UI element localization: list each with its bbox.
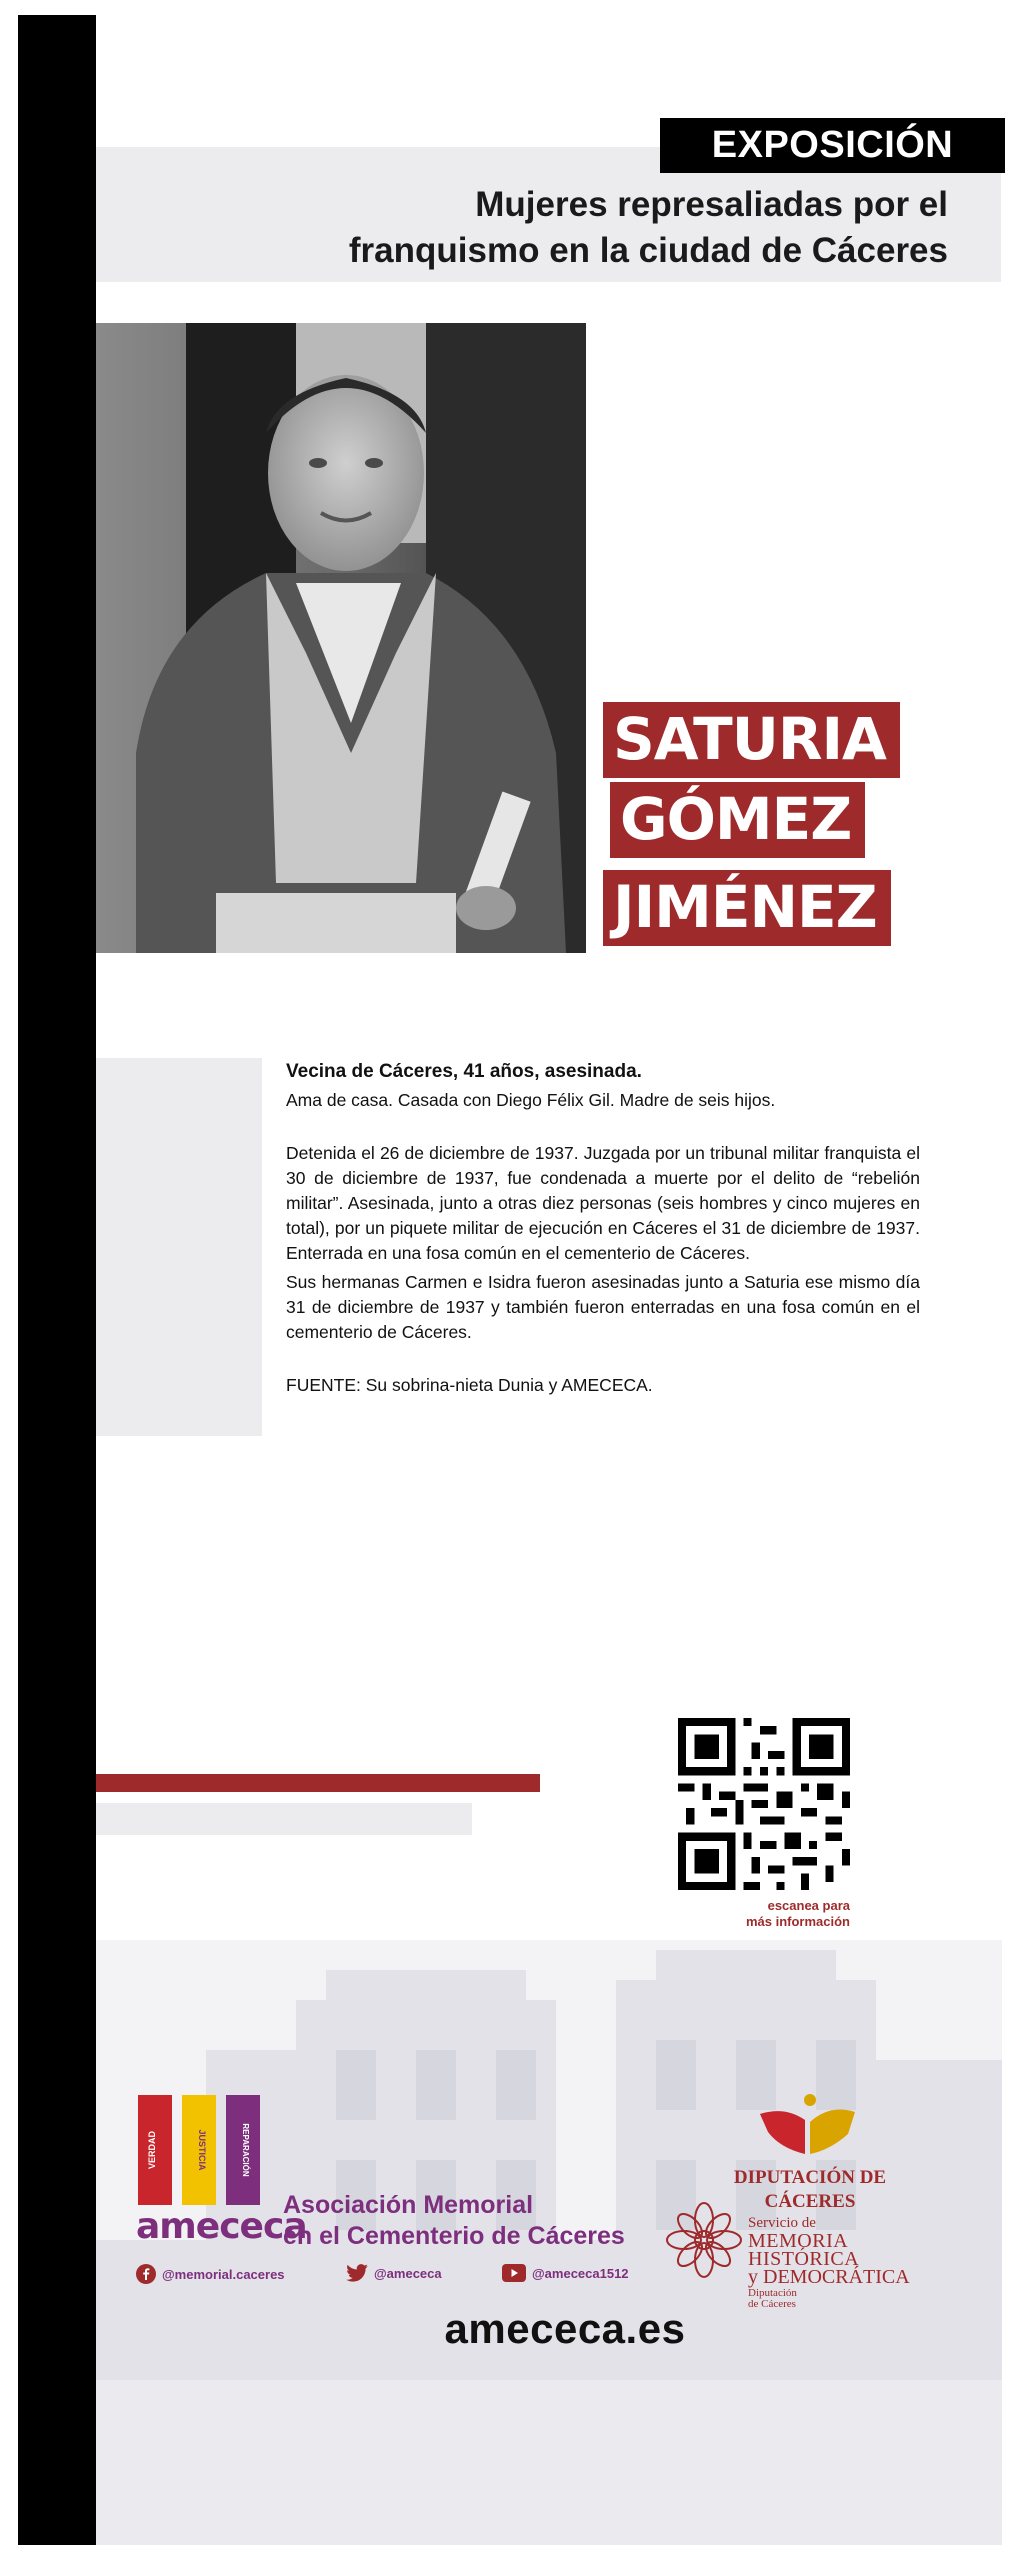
bio-paragraph-1: Detenida el 26 de diciembre de 1937. Juzgada por un tribunal militar franquista el 30 de diciembre de 1937, fue condenada a muerte por el delito de “rebelión militar”. Asesinada, junto a otras diez personas (seis hombres y cinco mujeres en total), por un piquete militar de ejecución en Cáceres el 31 de diciembre de 1937. Enterrada en una fosa común en el cementerio de Cáceres. (286, 1143, 920, 1263)
banner-text-verdad: VERDAD (147, 2130, 157, 2170)
qr-code-graphic (678, 1718, 850, 1890)
bio-source: FUENTE: Su sobrina-nieta Dunia y AMECECA. (286, 1375, 653, 1395)
association-name (283, 2190, 643, 2252)
qr-caption-line2: más información (745, 1914, 850, 1929)
banner-text-justicia: JUSTICIA (197, 2129, 207, 2171)
qr-caption-line1: escanea para (767, 1898, 850, 1913)
youtube-icon (502, 2264, 526, 2282)
exhibition-title (200, 182, 948, 274)
diputacion-logo (730, 2092, 880, 2162)
servicio-sub2: de Cáceres (748, 2298, 796, 2310)
twitter-icon (346, 2264, 368, 2282)
banner-text-reparacion: REPARACIÓN (241, 2123, 250, 2177)
servicio-line1: Servicio de (748, 2215, 816, 2231)
servicio-sub1: Diputación (748, 2287, 797, 2299)
facebook-handle: @memorial.caceres (162, 2266, 285, 2282)
amececa-banners-icon (130, 2095, 280, 2205)
name-surname-2: JIMÉNEZ (603, 870, 891, 946)
facebook-link[interactable] (136, 2264, 285, 2284)
facebook-icon (136, 2264, 156, 2284)
bio-paragraph-2: Sus hermanas Carmen e Isidra fueron asesinadas junto a Saturia ese mismo día 31 de diciembre de 1937 y también fueron enterradas en una fosa común en el cementerio de Cáceres. (286, 1272, 920, 1342)
name-surname-1: GÓMEZ (610, 782, 865, 858)
rosette-icon (664, 2200, 744, 2280)
exhibition-label: EXPOSICIÓN (660, 118, 1005, 173)
bio-summary: Ama de casa. Casada con Diego Félix Gil. Madre de seis hijos. (286, 1090, 776, 1110)
biography (286, 1058, 920, 1398)
bio-side-panel (96, 1058, 262, 1436)
twitter-handle: @amececa (374, 2265, 442, 2281)
exhibition-title-line2: franquismo en la ciudad de Cáceres (348, 231, 948, 270)
association-name-line2: en el Cementerio de Cáceres (283, 2222, 625, 2250)
association-name-line1: Asociación Memorial (283, 2191, 534, 2219)
diputacion-emblem-icon (730, 2092, 880, 2162)
portrait-illustration (96, 323, 586, 953)
exhibition-title-line1: Mujeres represaliadas por el (475, 185, 948, 224)
memoria-rosette (664, 2200, 744, 2280)
servicio-memoria-text (748, 2214, 958, 2310)
name-first: SATURIA (603, 702, 900, 778)
grey-accent-line (96, 1803, 472, 1835)
servicio-line2: MEMORIA HISTÓRICA (748, 2230, 860, 2270)
youtube-handle: @amececa1512 (532, 2265, 629, 2281)
diputacion-name: DIPUTACIÓN DE CÁCERES (733, 2167, 887, 2212)
qr-caption (680, 1898, 850, 1930)
amececa-logotype: amececa (136, 2206, 307, 2247)
servicio-line3: y DEMOCRÁTICA (748, 2266, 910, 2288)
bio-lead: Vecina de Cáceres, 41 años, asesinada. (286, 1061, 642, 1082)
portrait-photo (96, 323, 586, 953)
red-accent-line (96, 1774, 540, 1792)
youtube-link[interactable] (502, 2264, 629, 2282)
twitter-link[interactable] (346, 2264, 442, 2282)
qr-code[interactable] (678, 1718, 850, 1890)
website-link[interactable]: amececa.es (444, 2305, 686, 2352)
left-black-bar (18, 15, 96, 2545)
